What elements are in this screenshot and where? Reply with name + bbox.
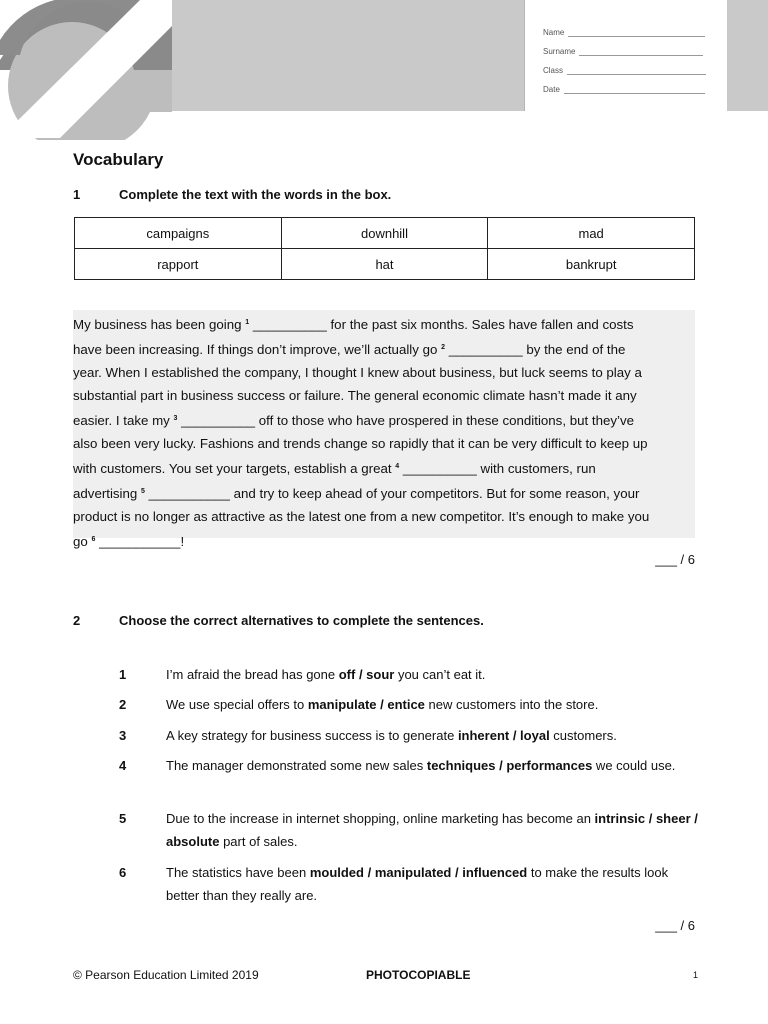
gap-number: 5 [141, 488, 145, 495]
word-box-cell: campaigns [75, 218, 282, 249]
text-line: go $^6$ ___________! [73, 534, 185, 549]
exercise1-instruction: Complete the text with the words in the box. [119, 187, 392, 202]
gap-number: 2 [441, 344, 445, 351]
surname-label: Surname [543, 47, 576, 56]
text-line: year. When I established the company, I thought I knew about business, but luck seems to play a [73, 365, 642, 380]
gap-number: 4 [395, 463, 400, 470]
student-details-form [524, 0, 727, 111]
item-number: 1 [119, 667, 127, 682]
exercise1-score[interactable]: ___ / 6 [655, 552, 695, 567]
word-box-cell: mad [488, 218, 695, 249]
item-number: 5 [119, 811, 127, 826]
gap-fill-text [73, 310, 695, 549]
word-box-row [75, 218, 695, 249]
surname-field[interactable] [579, 47, 703, 56]
text-line: have been increasing. If things don’t improve, we’ll actually go $^2$ __________ by the end of the [73, 342, 626, 357]
name-label: Name [543, 28, 565, 37]
exercise2-score[interactable]: ___ / 6 [655, 918, 695, 933]
word-box-row [75, 249, 695, 280]
word-box-cell: rapport [75, 249, 282, 280]
exercise2-number: 2 [73, 613, 81, 628]
date-field[interactable] [564, 85, 705, 94]
item-number: 2 [119, 697, 127, 712]
alternatives[interactable]: off / sour [338, 667, 395, 682]
class-row [543, 66, 706, 75]
name-row [543, 28, 705, 37]
word-box-cell: downhill [281, 218, 488, 249]
sentence-item: I’m afraid the bread has gone off / sour you can’t eat it. [166, 667, 486, 682]
text-line: also been very lucky. Fashions and trends change so rapidly that it can be very difficult to keep up [73, 436, 648, 451]
pearson-logo-icon [0, 0, 172, 140]
date-label: Date [543, 85, 560, 94]
sentence-item: A key strategy for business success is to generate inherent / loyal customers. [166, 728, 617, 743]
gap-number: 6 [91, 536, 96, 543]
section-title: Vocabulary [73, 150, 164, 169]
sentence-item: The statistics have been moulded / manipulated / influenced to make the results look better than they really are. [166, 865, 669, 903]
header-grey-panel-right [726, 0, 768, 111]
class-field[interactable] [567, 66, 706, 75]
name-field[interactable] [568, 28, 705, 37]
class-label: Class [543, 66, 564, 75]
word-box [74, 217, 695, 280]
word-box-cell: bankrupt [488, 249, 695, 280]
alternatives[interactable]: manipulate / entice [307, 697, 425, 712]
item-number: 4 [119, 758, 127, 773]
gap-number: 3 [173, 415, 178, 422]
page-number: 1 [693, 970, 699, 980]
alternatives[interactable]: inherent / loyal [457, 728, 550, 743]
text-line: advertising $^5$ ___________ and try to keep ahead of your competitors. But for some reason, your [73, 486, 640, 501]
word-box-cell: hat [281, 249, 488, 280]
date-row [543, 85, 705, 94]
alternatives[interactable]: techniques / performances [426, 758, 593, 773]
alternatives[interactable]: moulded / manipulated / influenced [309, 865, 528, 880]
text-line: substantial part in business success or failure. The general economic climate hasn’t made it any [73, 388, 637, 403]
text-line: product is no longer as attractive as the latest one from a new competitor. It’s enough to make you [73, 509, 650, 524]
gap-number: 1 [245, 319, 250, 326]
text-line: easier. I take my $^3$ __________ off to those who have prospered in these conditions, but they’ve [73, 413, 635, 428]
copyright: © Pearson Education Limited 2019 [73, 968, 259, 982]
text-line: My business has been going $^1$ __________ for the past six months. Sales have fallen and costs [73, 317, 634, 332]
item-number: 3 [119, 728, 127, 743]
sentence-item: Due to the increase in internet shopping, online marketing has become an intrinsic / sheer / absolute part of sales. [166, 811, 698, 849]
alternatives[interactable]: intrinsic / sheer / absolute [166, 811, 698, 849]
item-number: 6 [119, 865, 127, 880]
surname-row [543, 47, 703, 56]
exercise2-instruction: Choose the correct alternatives to complete the sentences. [119, 613, 484, 628]
exercise1-number: 1 [73, 187, 81, 202]
sentence-item: We use special offers to manipulate / entice new customers into the store. [166, 697, 599, 712]
header-grey-panel [172, 0, 524, 111]
sentence-item: The manager demonstrated some new sales techniques / performances we could use. [166, 758, 676, 773]
photocopiable-label: PHOTOCOPIABLE [366, 968, 471, 982]
text-line: with customers. You set your targets, establish a great $^4$ __________ with customers, run [73, 461, 596, 476]
